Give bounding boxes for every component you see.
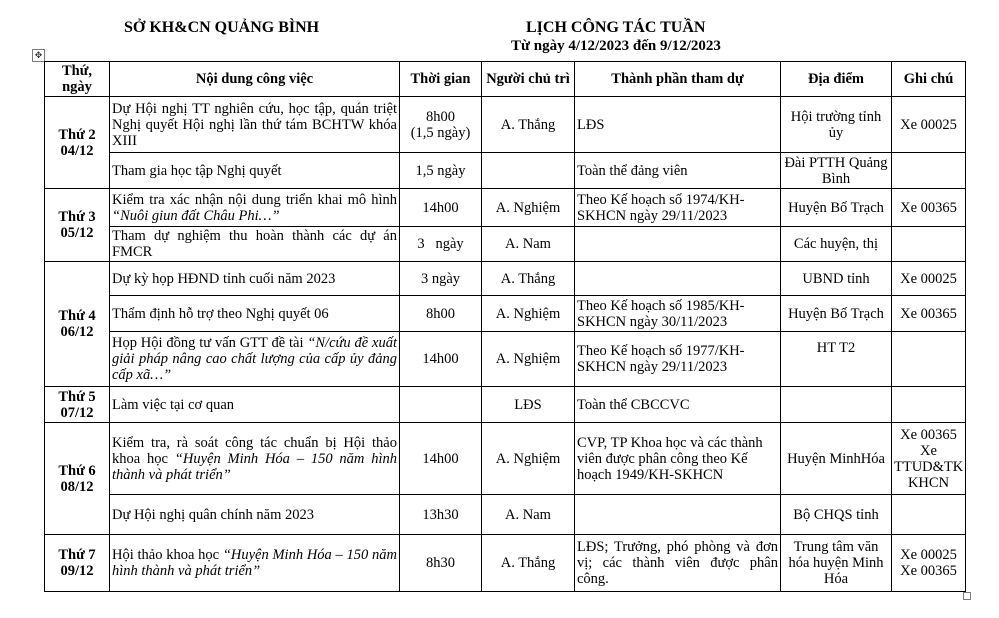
participants-cell: Theo Kế hoạch số 1977/KH-SKHCN ngày 29/11/2023 [575,332,781,387]
content-cell: Kiểm tra, rà soát công tác chuẩn bị Hội thảo khoa học “Huyện Minh Hóa – 150 năm hình thành và phát triển” [110,423,400,495]
content-cell: Họp Hội đồng tư vấn GTT đề tài “N/cứu đề xuất giải pháp nâng cao chất lượng của cấp ủy đảng cấp xã…” [110,332,400,387]
table-row [45,262,966,296]
col-header-content: Nội dung công việc [110,62,400,97]
time-cell: 8h00 [400,296,482,332]
schedule-table [44,61,966,592]
table-row [45,97,966,153]
content-cell: Dự Hội nghị TT nghiên cứu, học tập, quán triệt Nghị quyết Hội nghị lần thứ tám BCHTW khóa XIII [110,97,400,153]
day-cell: Thứ 3 05/12 [45,189,110,262]
time-cell: 14h00 [400,189,482,227]
time-cell: 3 ngày [400,262,482,296]
host-cell: A. Nghiệm [482,189,575,227]
location-cell: HT T2 [781,332,892,387]
location-cell: Các huyện, thị [781,227,892,262]
col-header-host: Người chủ trì [482,62,575,97]
participants-cell: Toàn thể đảng viên [575,153,781,189]
date-range: Từ ngày 4/12/2023 đến 9/12/2023 [511,38,721,54]
location-cell: Trung tâm văn hóa huyện Minh Hóa [781,535,892,592]
note-cell [892,387,966,423]
note-cell [892,153,966,189]
host-cell [482,153,575,189]
time-cell: 1,5 ngày [400,153,482,189]
participants-cell: LĐS; Trưởng, phó phòng và đơn vị; các thành viên được phân công. [575,535,781,592]
location-cell: Huyện Bố Trạch [781,296,892,332]
host-cell: A. Thắng [482,535,575,592]
table-row [45,332,966,387]
host-cell: A. Nghiệm [482,296,575,332]
content-cell: Thẩm định hỗ trợ theo Nghị quyết 06 [110,296,400,332]
location-cell: Đài PTTH Quảng Bình [781,153,892,189]
time-cell: 3 ngày [400,227,482,262]
note-cell: Xe 00365 Xe TTUD&TK KHCN [892,423,966,495]
content-cell: Dự Hội nghị quân chính năm 2023 [110,495,400,535]
table-row [45,296,966,332]
participants-cell: Toàn thể CBCCVC [575,387,781,423]
note-cell: Xe 00025 Xe 00365 [892,535,966,592]
participants-cell: LĐS [575,97,781,153]
table-row [45,535,966,592]
day-cell: Thứ 5 07/12 [45,387,110,423]
table-row [45,189,966,227]
host-cell: LĐS [482,387,575,423]
table-row [45,387,966,423]
note-cell: Xe 00025 [892,262,966,296]
table-resize-handle-icon[interactable] [963,592,971,600]
host-cell: A. Nam [482,495,575,535]
participants-cell: Theo Kế hoạch số 1974/KH-SKHCN ngày 29/11/2023 [575,189,781,227]
host-cell: A. Nghiệm [482,423,575,495]
location-cell: Hội trường tỉnh ủy [781,97,892,153]
content-cell: Làm việc tại cơ quan [110,387,400,423]
time-cell: 8h00 (1,5 ngày) [400,97,482,153]
participants-cell [575,262,781,296]
host-cell: A. Nam [482,227,575,262]
col-header-participants: Thành phần tham dự [575,62,781,97]
location-cell [781,387,892,423]
content-cell: Kiểm tra xác nhận nội dung triển khai mô hình “Nuôi giun đất Châu Phi…” [110,189,400,227]
note-cell: Xe 00365 [892,296,966,332]
org-name: SỞ KH&CN QUẢNG BÌNH [124,19,320,36]
table-row [45,495,966,535]
host-cell: A. Thắng [482,97,575,153]
note-cell [892,227,966,262]
note-cell: Xe 00365 [892,189,966,227]
time-cell [400,387,482,423]
participants-cell [575,495,781,535]
content-cell: Hội thảo khoa học “Huyện Minh Hóa – 150 năm hình thành và phát triển” [110,535,400,592]
col-header-note: Ghi chú [892,62,966,97]
day-cell: Thứ 6 08/12 [45,423,110,535]
location-cell: UBND tỉnh [781,262,892,296]
location-cell: Huyện MinhHóa [781,423,892,495]
col-header-day: Thứ, ngày [45,62,110,97]
content-cell: Tham dự nghiệm thu hoàn thành các dự án FMCR [110,227,400,262]
participants-cell: CVP, TP Khoa học và các thành viên được phân công theo Kế hoạch 1949/KH-SKHCN [575,423,781,495]
header-row [45,62,966,97]
content-cell: Tham gia học tập Nghị quyết [110,153,400,189]
time-cell: 8h30 [400,535,482,592]
host-cell: A. Nghiệm [482,332,575,387]
time-cell: 14h00 [400,332,482,387]
note-cell [892,332,966,387]
note-cell [892,495,966,535]
table-row [45,423,966,495]
host-cell: A. Thắng [482,262,575,296]
participants-cell [575,227,781,262]
location-cell: Bộ CHQS tỉnh [781,495,892,535]
content-cell: Dự kỳ họp HĐND tỉnh cuối năm 2023 [110,262,400,296]
document-title: LỊCH CÔNG TÁC TUẦN [526,19,706,36]
table-row [45,227,966,262]
location-cell: Huyện Bố Trạch [781,189,892,227]
col-header-location: Địa điểm [781,62,892,97]
note-cell: Xe 00025 [892,97,966,153]
table-row [45,153,966,189]
day-cell: Thứ 4 06/12 [45,262,110,387]
table-move-handle-icon[interactable]: ✥ [32,49,45,62]
day-cell: Thứ 7 09/12 [45,535,110,592]
col-header-time: Thời gian [400,62,482,97]
time-cell: 14h00 [400,423,482,495]
day-cell: Thứ 2 04/12 [45,97,110,189]
time-cell: 13h30 [400,495,482,535]
participants-cell: Theo Kế hoạch số 1985/KH-SKHCN ngày 30/11/2023 [575,296,781,332]
